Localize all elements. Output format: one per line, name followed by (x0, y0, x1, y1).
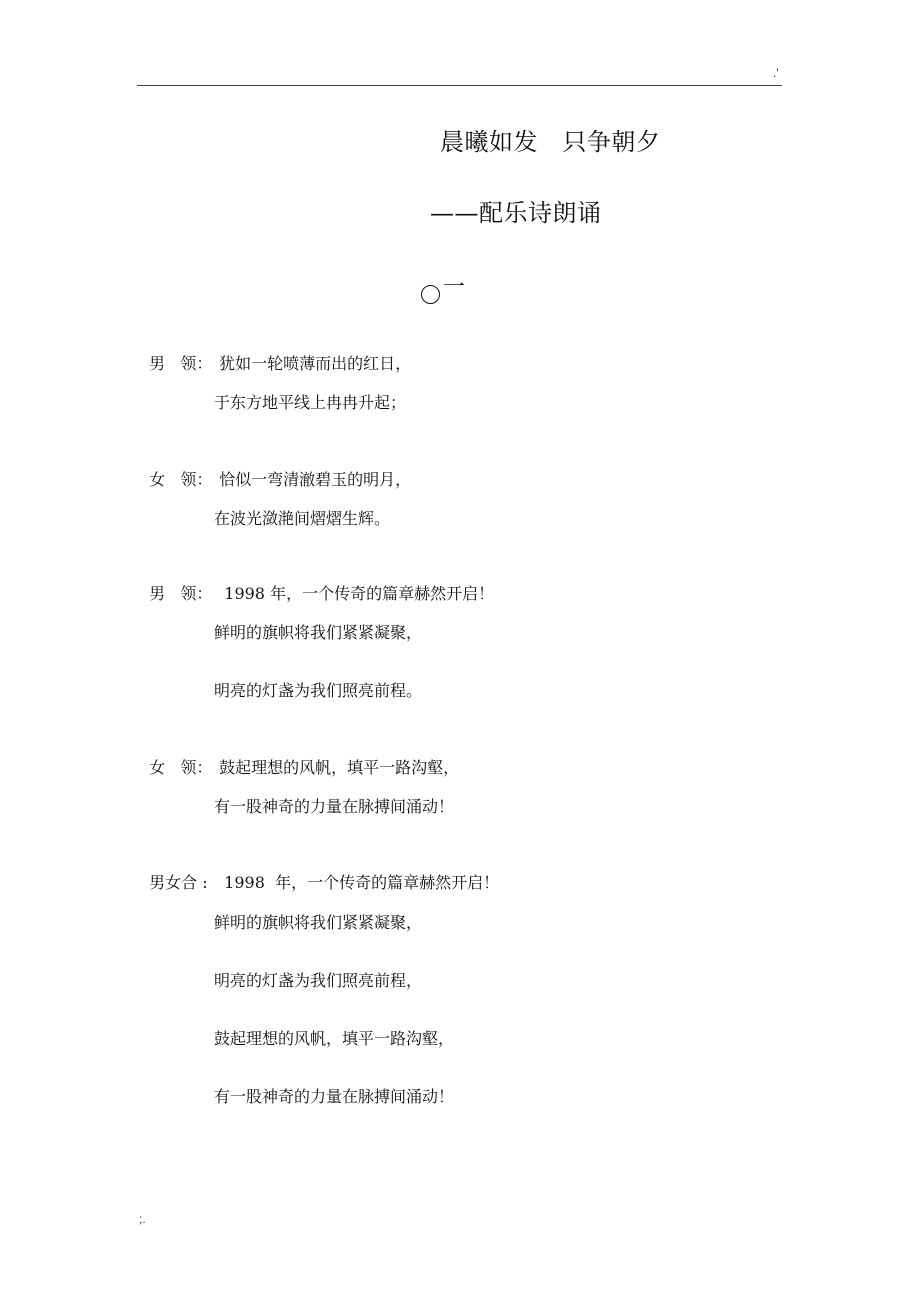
speaker-label: 女 领： (149, 758, 213, 777)
poem-line: 明亮的灯盏为我们照亮前程， (214, 971, 423, 990)
speaker-label: 男 领： (149, 354, 213, 373)
section-label: 一 (443, 275, 466, 300)
line-text: 1998 年，一个传奇的篇章赫然开启！ (224, 873, 500, 892)
circle-icon (421, 285, 440, 304)
section-heading (421, 270, 465, 306)
line-text: 鼓起理想的风帆，填平一路沟壑， (219, 758, 460, 777)
line-text: 犹如一轮喷薄而出的红日， (219, 354, 412, 373)
poem-line (139, 851, 499, 893)
speaker-label: 男 领： (149, 584, 213, 603)
poem-title: 晨曦如发 只争朝夕 (440, 128, 661, 156)
poem-line: 鲜明的旗帜将我们紧紧凝聚， (214, 913, 423, 932)
footer-mark: ;. (139, 1212, 146, 1226)
speaker-label: 男女合 : (149, 873, 213, 892)
poem-line: 鲜明的旗帜将我们紧紧凝聚， (214, 623, 423, 642)
poem-line (139, 562, 494, 604)
header-rule (137, 85, 782, 86)
line-text: 恰似一弯清澈碧玉的明月， (219, 470, 412, 489)
poem-line: 明亮的灯盏为我们照亮前程。 (214, 681, 423, 700)
poem-line: 于东方地平线上冉冉升起； (214, 393, 407, 412)
poem-subtitle: ——配乐诗朗诵 (430, 199, 602, 227)
poem-line: 鼓起理想的风帆，填平一路沟壑， (214, 1029, 455, 1048)
speaker-label: 女 领： (149, 470, 213, 489)
poem-line (139, 332, 411, 374)
header-mark: .' (773, 66, 779, 80)
line-text: 1998 年，一个传奇的篇章赫然开启！ (219, 584, 495, 603)
poem-line: 在波光潋滟间熠熠生辉。 (214, 509, 391, 528)
poem-line (139, 448, 411, 490)
poem-line: 有一股神奇的力量在脉搏间涌动！ (214, 1087, 455, 1106)
poem-line: 有一股神奇的力量在脉搏间涌动！ (214, 797, 455, 816)
poem-line (139, 736, 459, 778)
